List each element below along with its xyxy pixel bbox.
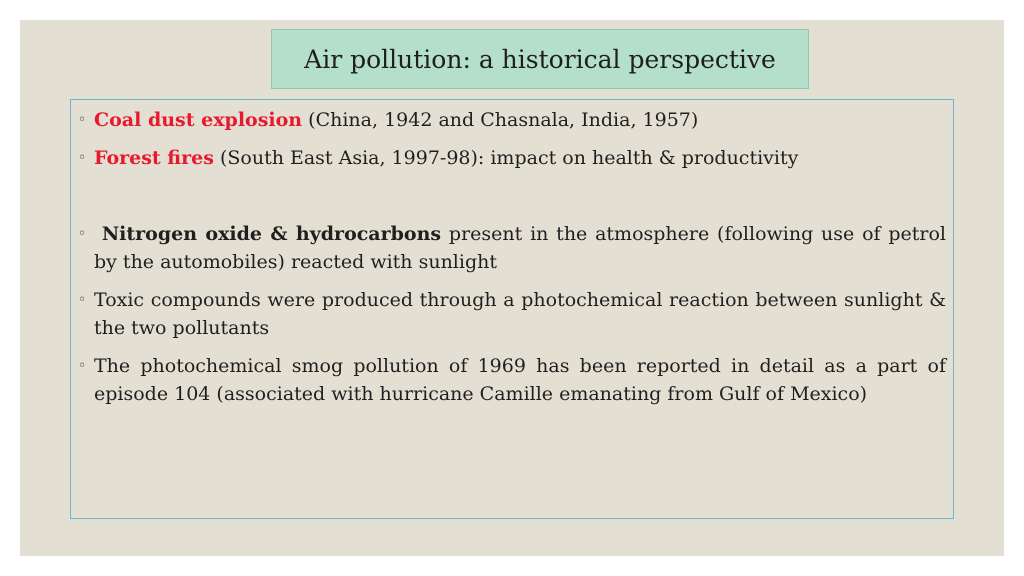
bold-text: Nitrogen oxide & hydrocarbons <box>101 223 442 245</box>
bullet-text <box>94 144 946 172</box>
bullet-marker: ◦ <box>78 292 87 308</box>
bullet-text: The photochemical smog pollution of 1969 has been reported in detail as a part of episode 104 (associated with hurricane Camille emanating from Gulf of Mexico) <box>94 355 946 405</box>
bullet-photochemical-smog <box>78 352 946 408</box>
body-text: (South East Asia, 1997-98): impact on health & productivity <box>213 147 799 169</box>
slide-title: Air pollution: a historical perspective <box>304 44 776 74</box>
highlight-text: Coal dust explosion <box>94 109 303 131</box>
bullet-text: Toxic compounds were produced through a photochemical reaction between sunlight & the two pollutants <box>94 289 946 339</box>
content-box <box>70 99 954 519</box>
title-box <box>271 29 809 89</box>
highlight-text: Forest fires <box>94 147 214 169</box>
bullet-nitrogen-oxide <box>78 220 946 276</box>
body-text: present in the atmosphere (following use of petrol by the automobiles) reacted with sunlight <box>94 223 946 273</box>
bullet-marker: ◦ <box>78 112 87 128</box>
bullet-marker: ◦ <box>78 150 87 166</box>
bullet-text <box>94 220 946 276</box>
bullet-marker: ◦ <box>78 358 87 374</box>
slide <box>20 20 1004 556</box>
bullet-coal-dust <box>78 106 946 134</box>
bullet-text <box>94 106 946 134</box>
body-text: (China, 1942 and Chasnala, India, 1957) <box>302 109 699 131</box>
bullet-marker: ◦ <box>78 226 87 242</box>
bullet-forest-fires <box>78 144 946 172</box>
bullet-toxic-compounds <box>78 286 946 342</box>
